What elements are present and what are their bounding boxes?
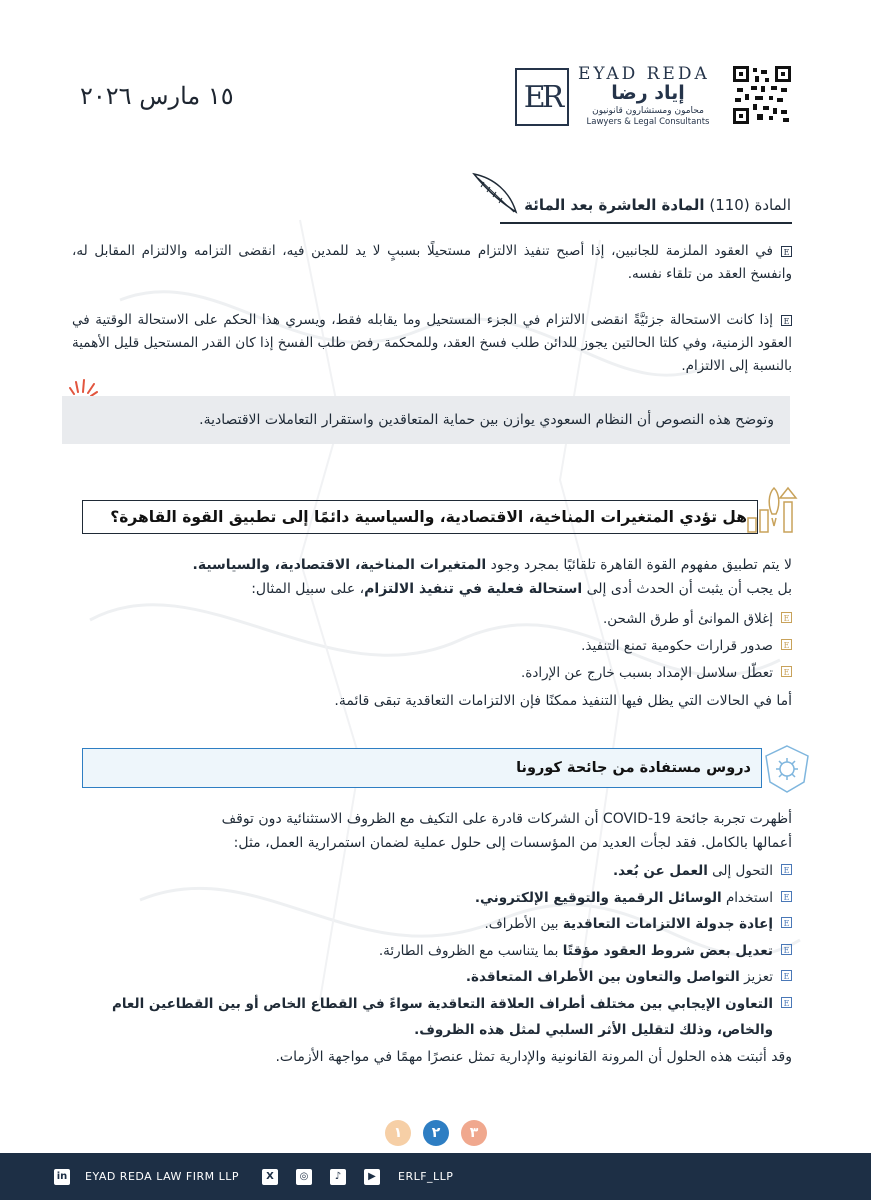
virus-shield-icon bbox=[764, 744, 810, 794]
article-number: المادة (110) bbox=[709, 196, 791, 214]
brand-tagline-en: Lawyers & Legal Consultants bbox=[586, 117, 710, 127]
list-item: E التعاون الإيجابي بين مختلف أطراف العلاقة التعاقدية سواءً في القطاع الخاص أو بين القطاعين العام والخاص، وذلك لتقليل الأثر السلبي لمثل هذه الظروف. bbox=[72, 991, 792, 1044]
list-item: E استخدام الوسائل الرقمية والتوقيع الإلكتروني. bbox=[72, 885, 792, 912]
brand-bullet-icon: E bbox=[781, 246, 792, 257]
solutions-list bbox=[72, 858, 792, 1044]
list-item: E صدور قرارات حكومية تمنع التنفيذ. bbox=[72, 633, 792, 660]
list-item: E إعادة جدولة الالتزامات التعاقدية بين الأطراف. bbox=[72, 911, 792, 938]
lessons-intro: أظهرت تجربة جائحة COVID-19 أن الشركات قادرة على التكيف مع الظروف الاستثنائية دون توقف أعمالها بالكامل. فقد لجأت العديد من المؤسسات إلى حلول عملية لضمان استمرارية العمل، مثل: bbox=[221, 811, 792, 851]
footer-handle: ERLF_LLP bbox=[398, 1170, 454, 1183]
brand-bullet-icon: E bbox=[781, 970, 792, 981]
article-paragraph-2: Eإذا كانت الاستحالة جزئيَّةً انقضى الالتزام في الجزء المستحيل وما يقابله فقط، ويسري هذا الحكم على الاستحالة الوقتية في العقود الزمنية، وفي كلتا الحالتين يجوز للدائن طلب فسخ العقد، وللمحكمة رفض طلب الفسخ إذا كان القدر المستحيل قليل الأهمية بالنسبة إلى الالتزام. bbox=[72, 312, 792, 374]
issue-date: ١٥ مارس ٢٠٢٦ bbox=[80, 82, 234, 110]
quill-icon bbox=[470, 170, 520, 218]
list-item: E تعطّل سلاسل الإمداد بسبب خارج عن الإرادة. bbox=[72, 660, 792, 687]
brand-name-ar: إياد رضا bbox=[611, 82, 685, 104]
article-title: المادة العاشرة بعد المائة bbox=[524, 196, 705, 214]
highlight-note: وتوضح هذه النصوص أن النظام السعودي يوازن بين حماية المتعاقدين واستقرار التعاملات الاقتصادية. bbox=[62, 396, 790, 444]
brand-name-en: EYAD REDA bbox=[578, 64, 710, 84]
lessons-heading: دروس مستفادة من جائحة كورونا bbox=[82, 748, 762, 788]
question-heading: هل تؤدي المتغيرات المناخية، الاقتصادية، والسياسية دائمًا إلى تطبيق القوة القاهرة؟ bbox=[82, 500, 758, 534]
article-paragraph-1: Eفي العقود الملزمة للجانبين، إذا أصبح تنفيذ الالتزام مستحيلًا بسببٍ لا يد للمدين فيه، انقضى التزامه والالتزام المقابل له، وانفسخ العقد من تلقاء نفسه. bbox=[72, 243, 792, 282]
examples-list bbox=[72, 606, 792, 687]
brand-bullet-icon: E bbox=[781, 666, 792, 677]
lessons-conclusion: وقد أثبتت هذه الحلول أن المرونة القانونية والإدارية تمثل عنصرًا مهمًا في مواجهة الأزمات. bbox=[275, 1049, 792, 1065]
sparkle-icon bbox=[68, 374, 98, 398]
qr-code-icon[interactable] bbox=[733, 66, 791, 124]
instagram-icon[interactable]: ◎ bbox=[296, 1169, 312, 1185]
question-intro: لا يتم تطبيق مفهوم القوة القاهرة تلقائيًا بمجرد وجود المتغيرات المناخية، الاقتصادية، والسياسية. بل يجب أن يثبت أن الحدث أدى إلى استحالة فعلية في تنفيذ الالتزام، على سبيل المثال: bbox=[192, 557, 792, 597]
footer-bar bbox=[0, 1153, 871, 1200]
brand-bullet-icon: E bbox=[781, 997, 792, 1008]
page-indicator bbox=[385, 1120, 485, 1148]
list-item: E تعديل بعض شروط العقود مؤقتًا بما يتناسب مع الظروف الطارئة. bbox=[72, 938, 792, 965]
brand-bullet-icon: E bbox=[781, 864, 792, 875]
question-conclusion: أما في الحالات التي يظل فيها التنفيذ ممكنًا فإن الالتزامات التعاقدية تبقى قائمة. bbox=[334, 693, 792, 709]
list-item: E التحول إلى العمل عن بُعد. bbox=[72, 858, 792, 885]
brand-bullet-icon: E bbox=[781, 944, 792, 955]
x-twitter-icon[interactable]: X bbox=[262, 1169, 278, 1185]
list-item: E إغلاق الموانئ أو طرق الشحن. bbox=[72, 606, 792, 633]
brand-bullet-icon: E bbox=[781, 639, 792, 650]
brand-bullet-icon: E bbox=[781, 315, 792, 326]
brand-tagline-ar: محامون ومستشارون قانونيون bbox=[592, 106, 704, 116]
article-heading bbox=[524, 196, 791, 214]
tiktok-icon[interactable]: ♪ bbox=[330, 1169, 346, 1185]
page-3-dot[interactable]: ٣ bbox=[461, 1120, 487, 1146]
list-item: E تعزيز التواصل والتعاون بين الأطراف المتعاقدة. bbox=[72, 964, 792, 991]
brand-bullet-icon: E bbox=[781, 612, 792, 623]
linkedin-icon[interactable]: in bbox=[54, 1169, 70, 1185]
brand-bullet-icon: E bbox=[781, 917, 792, 928]
youtube-icon[interactable]: ▶ bbox=[364, 1169, 380, 1185]
page-2-dot[interactable]: ٢ bbox=[423, 1120, 449, 1146]
brand-monogram-logo: ER bbox=[515, 68, 569, 126]
footer-firm-name: EYAD REDA LAW FIRM LLP bbox=[85, 1170, 239, 1183]
brand-bullet-icon: E bbox=[781, 891, 792, 902]
heading-underline bbox=[500, 222, 792, 224]
page-1-dot[interactable]: ١ bbox=[385, 1120, 411, 1146]
